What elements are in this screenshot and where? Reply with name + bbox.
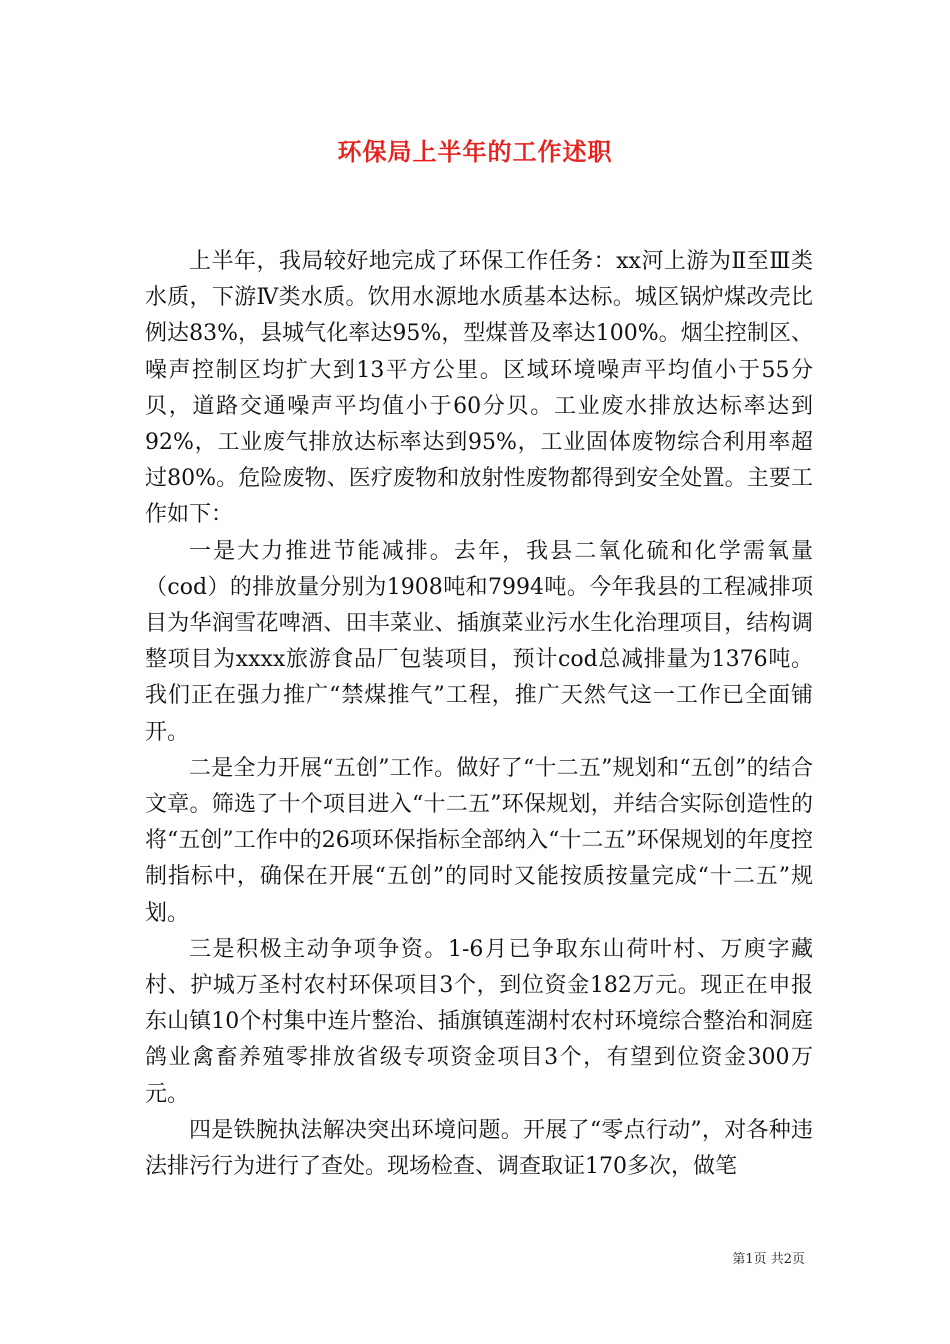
document-title: 环保局上半年的工作述职	[337, 137, 613, 166]
paragraph-enforcement: 四是铁腕执法解决突出环境问题。开展了“零点行动”，对各种违法排污行为进行了查处。现场检查、调查取证170多次，做笔	[145, 1117, 813, 1180]
paragraph-summary: 上半年，我局较好地完成了环保工作任务：xx河上游为Ⅱ至Ⅲ类水质，下游Ⅳ类水质。饮用水源地水质基本达标。城区锅炉煤改壳比例达83%，县城气化率达95%，型煤普及率达100%。烟尘控制区、噪声控制区均扩大到13平方公里。区域环境噪声平均值小于55分贝，道路交通噪声平均值小于60分贝。工业废水排放达标率达到92%，工业废气排放达标率达到95%，工业固体废物综合利用率超过80%。危险废物、医疗废物和放射性废物都得到安全处置。主要工作如下：	[145, 249, 813, 528]
paragraph-energy-saving: 一是大力推进节能减排。去年，我县二氧化硫和化学需氧量（cod）的排放量分别为1908吨和7994吨。今年我县的工程减排项目为华润雪花啤酒、田丰菜业、插旗菜业污水生化治理项目，结构调整项目为xxxx旅游食品厂包装项目，预计cod总减排量为1376吨。我们正在强力推广“禁煤推气”工程，推广天然气这一工作已全面铺开。	[145, 538, 813, 745]
paragraph-five-creations: 二是全力开展“五创”工作。做好了“十二五”规划和“五创”的结合文章。筛选了十个项目进入“十二五”环保规划，并结合实际创造性的将“五创”工作中的26项环保指标全部纳入“十二五”环保规划的年度控制指标中，确保在开展“五创”的同时又能按质按量完成“十二五”规划。	[145, 755, 813, 926]
page-number: 第1页 共2页	[732, 1252, 805, 1267]
document-body	[145, 244, 813, 1185]
paragraph-funding: 三是积极主动争项争资。1-6月已争取东山荷叶村、万庾字藏村、护城万圣村农村环保项目3个，到位资金182万元。现正在申报东山镇10个村集中连片整治、插旗镇莲湖村农村环境综合整治和洞庭鸽业禽畜养殖零排放省级专项资金项目3个，有望到位资金300万元。	[145, 936, 813, 1107]
